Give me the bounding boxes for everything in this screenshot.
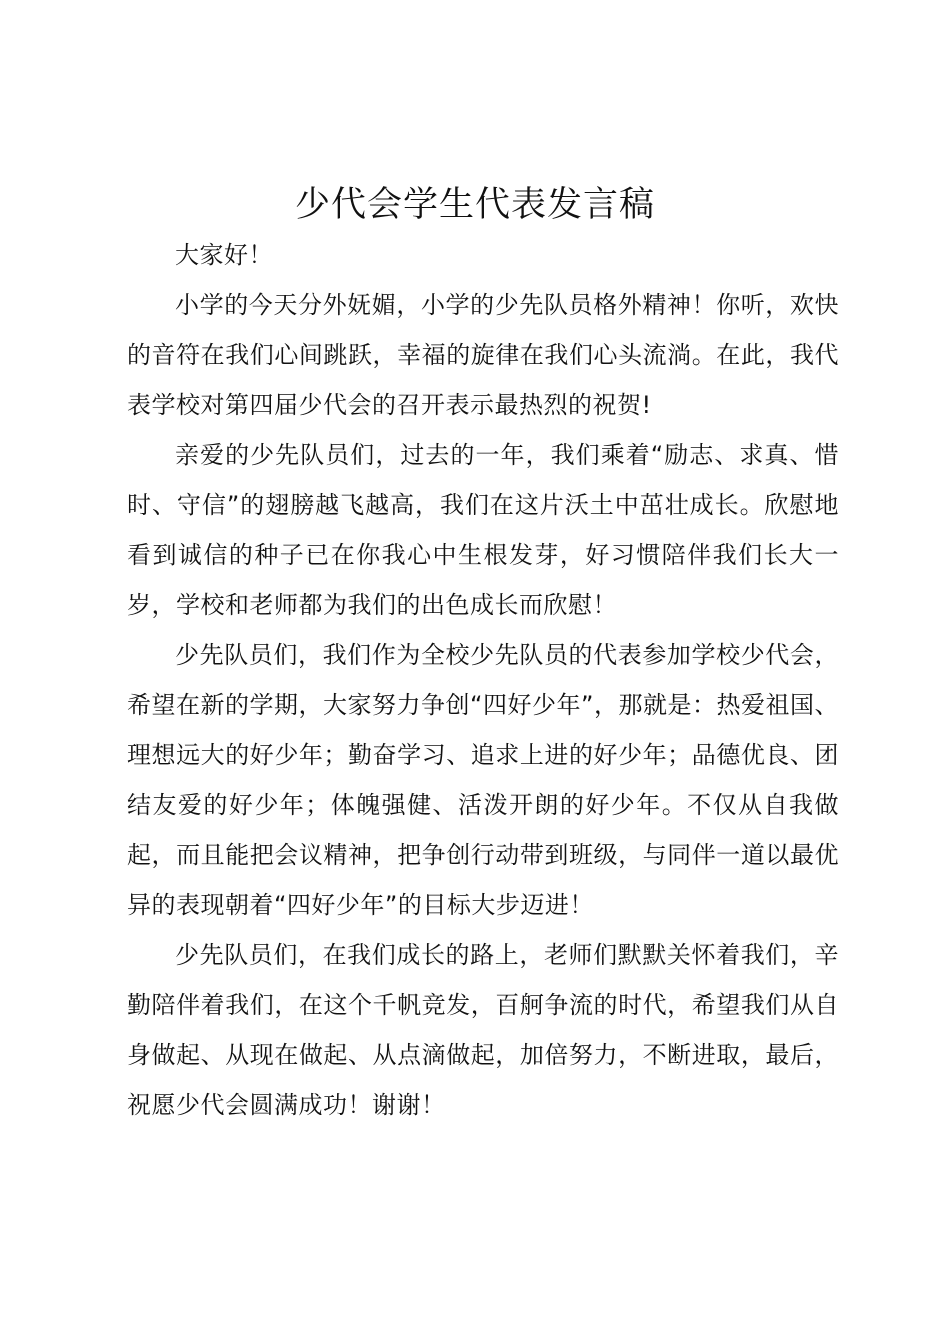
greeting-paragraph: 大家好！ — [175, 241, 273, 269]
paragraph-1: 小学的今天分外妩媚，小学的少先队员格外精神！你听，欢快的音符在我们心间跳跃，幸福的旋律在我们心头流淌。在此，我代表学校对第四届少代会的召开表示最热烈的祝贺! — [127, 291, 839, 419]
paragraph-3: 少先队员们，我们作为全校少先队员的代表参加学校少代会，希望在新的学期，大家努力争创“四好少年”，那就是：热爱祖国、理想远大的好少年；勤奋学习、追求上进的好少年；品德优良、团结友爱的好少年；体魄强健、活泼开朗的好少年。不仅从自我做起，而且能把会议精神，把争创行动带到班级，与同伴一道以最优异的表现朝着“四好少年”的目标大步迈进！ — [127, 641, 839, 919]
paragraph-2: 亲爱的少先队员们，过去的一年，我们乘着“励志、求真、惜时、守信”的翅膀越飞越高，我们在这片沃土中茁壮成长。欣慰地看到诚信的种子已在你我心中生根发芽，好习惯陪伴我们长大一岁，学校和老师都为我们的出色成长而欣慰！ — [127, 441, 839, 619]
paragraph-4: 少先队员们，在我们成长的路上，老师们默默关怀着我们，辛勤陪伴着我们，在这个千帆竞发，百舸争流的时代，希望我们从自身做起、从现在做起、从点滴做起，加倍努力，不断进取，最后，祝愿少代会圆满成功！谢谢！ — [127, 941, 839, 1119]
document-title: 少代会学生代表发言稿 — [294, 185, 655, 225]
document-body — [127, 230, 839, 1130]
